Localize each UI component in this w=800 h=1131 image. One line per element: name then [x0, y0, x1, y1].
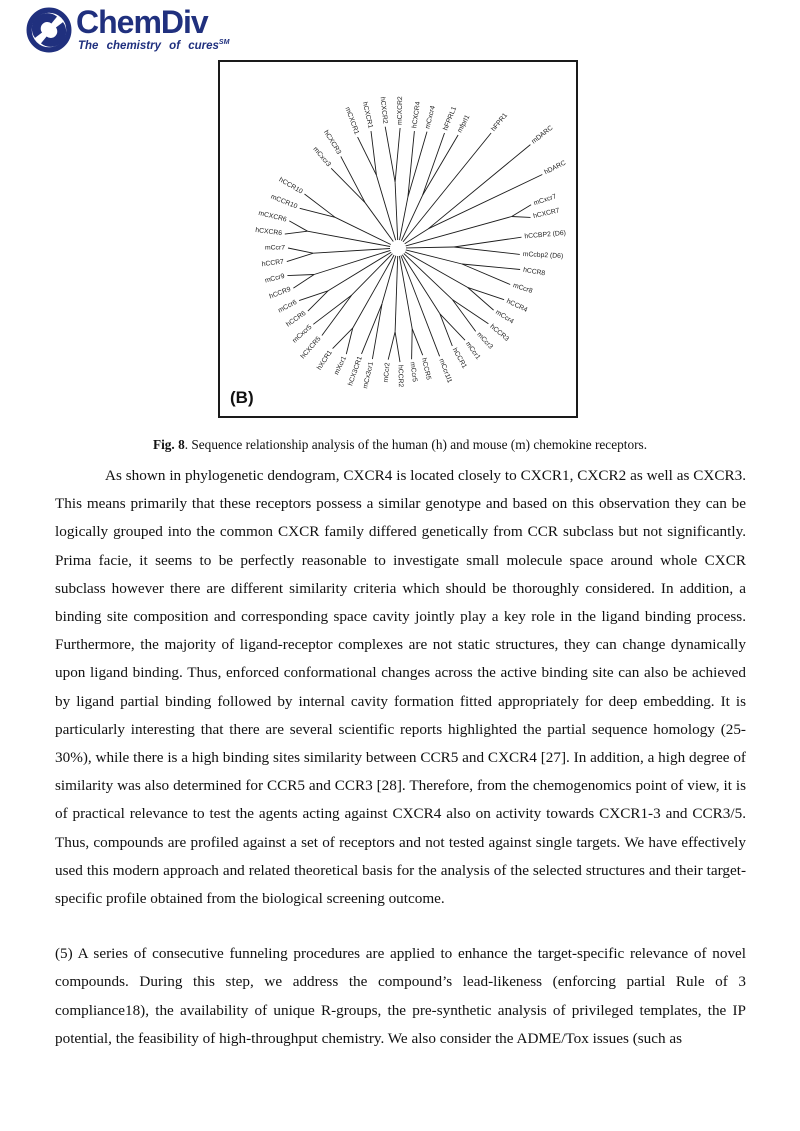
- tree-tip-label: mCCR10: [269, 193, 299, 211]
- tree-tip-label: mCcr7: [264, 244, 285, 252]
- tree-tip-label: hFPRL1: [442, 105, 459, 132]
- tree-tip-label: hCXCR3: [322, 129, 343, 156]
- figure-panel: [218, 60, 578, 418]
- logo-text: [76, 6, 229, 52]
- tree-tip-label: hCXCR7: [532, 207, 561, 221]
- figure-panel-label: (B): [230, 388, 254, 407]
- tree-tip-label: mCcr1: [463, 340, 482, 361]
- tree-tip-label: hDARC: [543, 159, 568, 177]
- tree-tip-label: hCXCR5: [299, 335, 323, 361]
- brand-tagline-mark: SM: [218, 39, 230, 46]
- tree-tip-label: hCCR10: [277, 176, 304, 196]
- figure-caption-text: . Sequence relationship analysis of the human (h) and mouse (m) chemokine receptors.: [184, 437, 648, 453]
- tree-tip-label: mCcr3: [475, 331, 495, 351]
- tree-tip-label: hFPR1: [490, 112, 510, 133]
- tree-tip-label: mCxcr7: [532, 193, 558, 208]
- tree-tip-label: hCXCR2: [378, 96, 389, 125]
- tree-tip-label: mCxcr3: [311, 145, 332, 169]
- tree-tip-label: mXcr1: [333, 355, 349, 376]
- tree-tip-label: mCcbp2 (D6): [522, 251, 564, 261]
- tree-tip-label: mCcr2: [382, 362, 392, 383]
- tree-tip-label: mCXCR6: [257, 209, 288, 224]
- figure-caption: [0, 437, 800, 453]
- tree-tip-label: hCXCR1: [360, 101, 374, 129]
- tree-tip-label: mCcr4: [494, 308, 515, 326]
- tree-tip-label: mCcr9: [264, 272, 286, 285]
- paragraph-2: (5) A series of consecutive funneling procedures are applied to enhance the target-specific relevance of novel compounds. During this step, we address the compound’s lead-likeness (enforcing partial Rule of 3 compliance18), the availability of unique R-groups, the pre-synthetic analysis of privileged templates, the IP potential, the feasibility of high-throughput chemistry. We also consider the ADME/Tox issues (such as: [55, 945, 746, 1047]
- tree-tip-label: hCCBP2 (D6): [524, 229, 567, 241]
- tree-tip-label: mDARC: [530, 124, 555, 146]
- tree-tip-label: mCxcr4: [424, 105, 437, 130]
- brand-tagline: [78, 39, 229, 52]
- tree-tip-label: hCCR5: [419, 357, 432, 381]
- tree-tip-label: hCCR1: [450, 346, 468, 370]
- chemdiv-logo-icon: [26, 7, 72, 53]
- tree-tip-label: hCX3CR1: [347, 355, 364, 387]
- tree-tip-label: hXCR1: [316, 349, 334, 372]
- brand-tagline-text: The chemistry of cures: [78, 39, 219, 52]
- paragraph-1: As shown in phylogenetic dendogram, CXCR4 is located closely to CXCR1, CXCR2 as well as CXCR3. This means primarily that these receptors possess a similar genotype and based on this observation they can be logically grouped into the common CXCR family differed genetically from CCR subclass but not significantly. Prima facie, it seems to be perfectly reasonable to investigate small molecule space around whole CXCR subclass however there are different similarity criteria which should be thoroughly considered. In addition, a binding site composition and corresponding space cavity jointly play a key role in the ligand binding process. Furthermore, the majority of ligand-receptor complexes are not static structures, they can change dynamically upon ligand binding. Thus, enforced conformational changes across the active binding site can also be achieved by ligand partial binding followed by internal cavity formation fitted appropriately for deep embedding. It is particularly interesting that there are several scientific reports highlighted the partial sequence homology (25-30%), while there is a high binding sites similarity between CCR5 and CXCR4 [27]. In addition, a high degree of similarity was also determined for CCR5 and CCR3 [28]. Therefore, from the chemogenomics point of view, it is of practical relevance to test the agents acting against CXCR4 also on activity towards CXCR1-3 and CCR3/5. Thus, compounds are profiled against a set of receptors and not tested against single targets. We have effectively used this modern approach and related theoretical basis for the analysis of the selected structures and their target-specific profile obtained from the biological screening outcome.: [55, 467, 746, 908]
- tree-tip-label: mfprl1: [456, 113, 472, 134]
- dendrogram-svg: [220, 62, 576, 416]
- figure-caption-label: Fig. 8: [152, 437, 185, 453]
- tree-tip-label: mCx3cr1: [362, 361, 376, 390]
- tree-tip-label: hCCR8: [522, 266, 546, 278]
- tree-tip-label: hCCR7: [261, 258, 285, 269]
- tree-tip-label: hCXCR6: [254, 226, 283, 238]
- tree-tip-label: mCcr1l1: [437, 357, 453, 384]
- tree-tip-label: hCCR6: [285, 309, 308, 329]
- tree-tip-label: hCXCR4: [411, 101, 422, 129]
- tree-tip-label: mCcr5: [408, 361, 418, 383]
- tree-tip-label: hCCR4: [505, 297, 529, 314]
- tree-tip-label: mCXCR1: [343, 106, 360, 136]
- tree-tip-label: mCcr8: [512, 282, 534, 295]
- tree-tip-label: hCCR3: [488, 323, 511, 343]
- chemdiv-logo: [26, 6, 229, 53]
- tree-tip-label: mCXCR2: [396, 96, 405, 126]
- body-text: [55, 462, 746, 1053]
- tree-tip-label: hCCR9: [268, 285, 292, 301]
- tree-tip-label: mCcr6: [277, 298, 299, 315]
- brand-name: ChemDiv: [76, 4, 208, 40]
- tree-tip-label: mCxcr5: [291, 323, 314, 345]
- tree-tip-label: hCCR2: [396, 364, 404, 388]
